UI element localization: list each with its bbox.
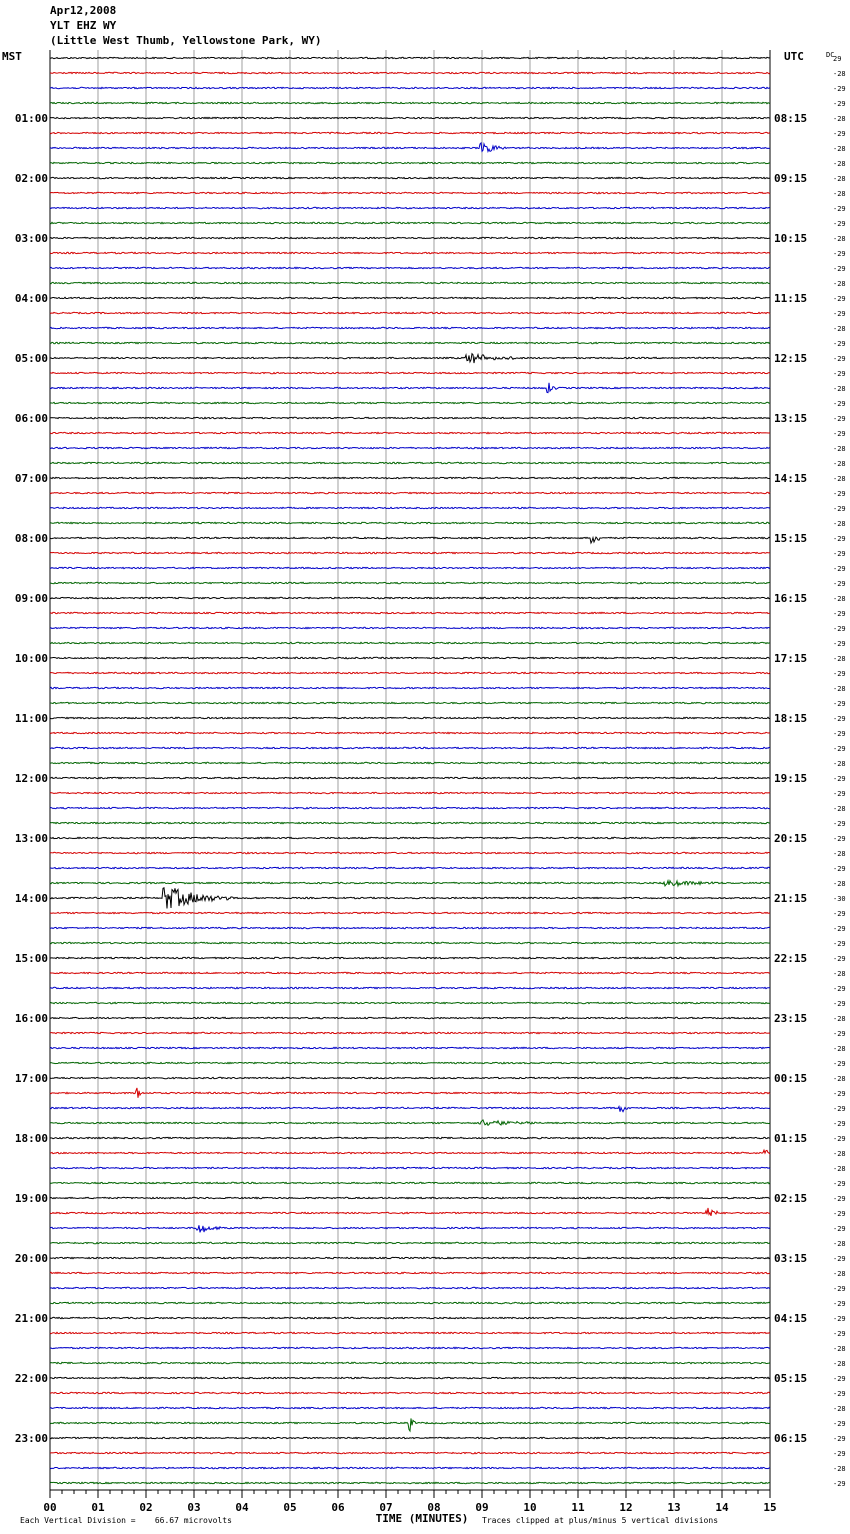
seismogram-trace bbox=[50, 447, 770, 448]
dc-offset-label: -29 bbox=[833, 295, 846, 303]
seismogram-trace bbox=[50, 417, 770, 418]
left-hour-label: 23:00 bbox=[14, 1432, 48, 1445]
dc-offset-label: -29 bbox=[833, 1420, 846, 1428]
seismogram-trace bbox=[50, 1302, 770, 1303]
seismogram-trace bbox=[50, 1377, 770, 1378]
left-hour-label: 08:00 bbox=[14, 532, 48, 545]
seismogram-trace bbox=[50, 1287, 770, 1288]
station-code: YLT EHZ WY bbox=[50, 19, 117, 32]
dc-offset-label: -28 bbox=[833, 175, 846, 183]
dc-offset-label: -28 bbox=[833, 325, 846, 333]
dc-offset-label: -29 bbox=[833, 310, 846, 318]
dc-offset-label: -28 bbox=[833, 1465, 846, 1473]
dc-offset-label: -29 bbox=[833, 1180, 846, 1188]
dc-offset-label: -29 bbox=[833, 565, 846, 573]
dc-offset-label: -29 bbox=[833, 790, 846, 798]
seismogram-trace bbox=[50, 1225, 770, 1232]
dc-offset-label: -29 bbox=[833, 820, 846, 828]
left-hour-label: 17:00 bbox=[14, 1072, 48, 1085]
dc-offset-label: -29 bbox=[833, 580, 846, 588]
dc-offset-label: -28 bbox=[833, 1360, 846, 1368]
right-hour-label: 09:15 bbox=[774, 172, 808, 185]
seismogram-trace bbox=[50, 507, 770, 508]
record-date: Apr12,2008 bbox=[50, 4, 117, 17]
dc-offset-label: -29 bbox=[833, 610, 846, 618]
seismogram-trace bbox=[50, 383, 770, 393]
vertical-division-note: Each Vertical Division = 66.67 microvolts bbox=[20, 1516, 232, 1525]
dc-offset-label: -29 bbox=[833, 415, 846, 423]
dc-offset-label: -29 bbox=[833, 550, 846, 558]
dc-offset-label: -28 bbox=[833, 805, 846, 813]
left-hour-label: 16:00 bbox=[14, 1012, 48, 1025]
dc-offset-label: -28 bbox=[833, 1345, 846, 1353]
left-hour-label: 13:00 bbox=[14, 832, 48, 845]
seismogram-trace bbox=[50, 222, 770, 223]
seismogram-trace bbox=[50, 537, 770, 543]
dc-corner-label: DC bbox=[826, 51, 835, 59]
seismogram-trace bbox=[50, 432, 770, 433]
x-tick-label: 14 bbox=[715, 1501, 729, 1514]
seismogram-trace bbox=[50, 342, 770, 343]
seismogram-trace bbox=[50, 837, 770, 838]
seismogram-trace bbox=[50, 477, 770, 478]
seismogram-trace bbox=[50, 1137, 770, 1138]
seismogram-trace bbox=[50, 1150, 770, 1154]
seismogram-trace bbox=[50, 237, 770, 238]
dc-offset-label: -28 bbox=[833, 655, 846, 663]
seismogram-trace bbox=[50, 117, 770, 118]
right-hour-label: 08:15 bbox=[774, 112, 808, 125]
x-tick-label: 00 bbox=[43, 1501, 57, 1514]
seismogram-trace bbox=[50, 1167, 770, 1168]
dc-offset-label: -29 bbox=[833, 925, 846, 933]
seismogram-trace bbox=[50, 672, 770, 673]
seismogram-trace bbox=[50, 987, 770, 988]
seismogram-trace bbox=[50, 927, 770, 928]
seismogram-trace bbox=[50, 1002, 770, 1003]
left-hour-label: 22:00 bbox=[14, 1372, 48, 1385]
dc-offset-label: -29 bbox=[833, 715, 846, 723]
dc-offset-label: -29 bbox=[833, 1105, 846, 1113]
dc-offset-label: -28 bbox=[833, 1405, 846, 1413]
seismogram-trace bbox=[50, 888, 770, 909]
seismogram-trace bbox=[50, 881, 770, 886]
dc-offset-label: -29 bbox=[833, 1030, 846, 1038]
dc-offset-label: -29 bbox=[833, 1375, 846, 1383]
seismogram-trace bbox=[50, 252, 770, 253]
dc-offset-label: -28 bbox=[833, 1150, 846, 1158]
dc-offset-label: -29 bbox=[833, 835, 846, 843]
right-hour-label: 04:15 bbox=[774, 1312, 808, 1325]
left-hour-label: 02:00 bbox=[14, 172, 48, 185]
seismogram-trace bbox=[50, 687, 770, 688]
x-tick-label: 03 bbox=[187, 1501, 201, 1514]
dc-offset-label: -28 bbox=[833, 850, 846, 858]
seismogram-trace bbox=[50, 522, 770, 523]
x-tick-label: 04 bbox=[235, 1501, 249, 1514]
seismogram-trace bbox=[50, 957, 770, 958]
left-hour-label: 09:00 bbox=[14, 592, 48, 605]
seismogram-trace bbox=[50, 1242, 770, 1243]
right-hour-label: 23:15 bbox=[774, 1012, 808, 1025]
x-tick-label: 01 bbox=[91, 1501, 105, 1514]
dc-offset-label: -29 bbox=[833, 865, 846, 873]
x-tick-label: 08 bbox=[427, 1501, 441, 1514]
seismogram-trace bbox=[50, 1437, 770, 1438]
right-hour-label: 02:15 bbox=[774, 1192, 808, 1205]
left-hour-label: 19:00 bbox=[14, 1192, 48, 1205]
dc-offset-label: -29 bbox=[833, 535, 846, 543]
dc-offset-label: -29 bbox=[833, 85, 846, 93]
dc-offset-label: -28 bbox=[833, 1240, 846, 1248]
dc-offset-label: -29 bbox=[833, 1225, 846, 1233]
seismogram-trace bbox=[50, 462, 770, 463]
seismogram-trace bbox=[50, 627, 770, 628]
seismogram-trace bbox=[50, 822, 770, 823]
dc-offset-label: -29 bbox=[833, 130, 846, 138]
seismogram-trace bbox=[50, 372, 770, 373]
seismogram-trace bbox=[50, 702, 770, 703]
dc-offset-label: -29 bbox=[833, 730, 846, 738]
seismogram-trace bbox=[50, 1017, 770, 1018]
left-hour-label: 06:00 bbox=[14, 412, 48, 425]
right-timezone-label: UTC bbox=[784, 50, 804, 63]
right-hour-label: 22:15 bbox=[774, 952, 808, 965]
dc-offset-label: -28 bbox=[833, 1075, 846, 1083]
dc-offset-label: -29 bbox=[833, 1330, 846, 1338]
seismogram-trace bbox=[50, 57, 770, 58]
dc-offset-label: -29 bbox=[833, 265, 846, 273]
dc-offset-label: -29 bbox=[833, 985, 846, 993]
left-hour-label: 11:00 bbox=[14, 712, 48, 725]
seismogram-trace bbox=[50, 1482, 770, 1483]
dc-offset-label: -28 bbox=[833, 475, 846, 483]
left-timezone-label: MST bbox=[2, 50, 22, 63]
seismogram-trace bbox=[50, 852, 770, 853]
seismogram-trace bbox=[50, 1257, 770, 1258]
seismogram-trace bbox=[50, 1347, 770, 1348]
dc-offset-label: -29 bbox=[833, 1255, 846, 1263]
x-tick-label: 13 bbox=[667, 1501, 681, 1514]
x-tick-label: 02 bbox=[139, 1501, 153, 1514]
right-hour-label: 17:15 bbox=[774, 652, 808, 665]
dc-offset-label: -28 bbox=[833, 280, 846, 288]
dc-offset-label: -30 bbox=[833, 895, 846, 903]
seismogram-trace bbox=[50, 792, 770, 793]
dc-offset-label: -29 bbox=[833, 940, 846, 948]
dc-offset-label: -28 bbox=[833, 190, 846, 198]
dc-offset-label: -28 bbox=[833, 970, 846, 978]
dc-offset-label: -29 bbox=[833, 1210, 846, 1218]
dc-offset-label: -28 bbox=[833, 385, 846, 393]
right-hour-label: 00:15 bbox=[774, 1072, 808, 1085]
dc-offset-label: -28 bbox=[833, 760, 846, 768]
x-tick-label: 07 bbox=[379, 1501, 393, 1514]
left-hour-label: 07:00 bbox=[14, 472, 48, 485]
x-tick-label: 09 bbox=[475, 1501, 489, 1514]
seismogram-trace bbox=[50, 567, 770, 568]
left-hour-label: 12:00 bbox=[14, 772, 48, 785]
left-hour-label: 14:00 bbox=[14, 892, 48, 905]
right-hour-label: 12:15 bbox=[774, 352, 808, 365]
right-hour-label: 13:15 bbox=[774, 412, 808, 425]
dc-offset-label: -29 bbox=[833, 640, 846, 648]
left-hour-label: 03:00 bbox=[14, 232, 48, 245]
seismogram-trace bbox=[50, 1208, 770, 1216]
dc-offset-label: -29 bbox=[833, 1300, 846, 1308]
right-hour-label: 15:15 bbox=[774, 532, 808, 545]
left-hour-label: 10:00 bbox=[14, 652, 48, 665]
right-hour-label: 06:15 bbox=[774, 1432, 808, 1445]
dc-offset-label: -29 bbox=[833, 775, 846, 783]
seismogram-trace bbox=[50, 207, 770, 208]
dc-offset-label: -28 bbox=[833, 70, 846, 78]
seismogram-trace bbox=[50, 1032, 770, 1033]
dc-offset-label: -29 bbox=[833, 700, 846, 708]
dc-offset-label: -29 bbox=[833, 670, 846, 678]
dc-offset-label: 29 bbox=[833, 55, 842, 63]
seismogram-trace bbox=[50, 143, 770, 151]
dc-offset-label: -29 bbox=[833, 1060, 846, 1068]
dc-offset-label: -28 bbox=[833, 520, 846, 528]
dc-offset-label: -28 bbox=[833, 145, 846, 153]
seismogram-trace bbox=[50, 1088, 770, 1098]
left-hour-label: 04:00 bbox=[14, 292, 48, 305]
seismogram-trace bbox=[50, 912, 770, 913]
right-hour-label: 10:15 bbox=[774, 232, 808, 245]
left-hour-label: 20:00 bbox=[14, 1252, 48, 1265]
seismogram-trace bbox=[50, 942, 770, 943]
right-hour-label: 21:15 bbox=[774, 892, 808, 905]
dc-offset-label: -29 bbox=[833, 1285, 846, 1293]
seismogram-trace bbox=[50, 1197, 770, 1198]
left-hour-label: 21:00 bbox=[14, 1312, 48, 1325]
seismogram-trace bbox=[50, 87, 770, 88]
clipping-note: Traces clipped at plus/minus 5 vertical divisions bbox=[482, 1516, 719, 1525]
seismogram-trace bbox=[50, 177, 770, 178]
dc-offset-label: -29 bbox=[833, 370, 846, 378]
dc-offset-label: -29 bbox=[833, 1480, 846, 1488]
x-tick-label: 11 bbox=[571, 1501, 585, 1514]
x-axis-title: TIME (MINUTES) bbox=[375, 1512, 469, 1525]
seismogram-trace bbox=[50, 1317, 770, 1318]
dc-offset-label: -28 bbox=[833, 115, 846, 123]
right-hour-label: 14:15 bbox=[774, 472, 808, 485]
seismogram-trace bbox=[50, 312, 770, 313]
dc-offset-label: -29 bbox=[833, 355, 846, 363]
seismogram-trace bbox=[50, 807, 770, 808]
dc-offset-label: -29 bbox=[833, 205, 846, 213]
seismogram-trace bbox=[50, 492, 770, 493]
dc-offset-label: -28 bbox=[833, 460, 846, 468]
dc-offset-label: -29 bbox=[833, 490, 846, 498]
seismogram-trace bbox=[50, 102, 770, 103]
seismogram-trace bbox=[50, 1418, 770, 1431]
dc-offset-label: -28 bbox=[833, 235, 846, 243]
seismogram-trace bbox=[50, 597, 770, 598]
seismogram-trace bbox=[50, 1407, 770, 1408]
dc-offset-label: -28 bbox=[833, 595, 846, 603]
seismogram-trace bbox=[50, 1362, 770, 1363]
seismogram-trace bbox=[50, 1182, 770, 1183]
seismogram-trace bbox=[50, 747, 770, 748]
seismogram-trace bbox=[50, 282, 770, 283]
dc-offset-label: -28 bbox=[833, 1015, 846, 1023]
dc-offset-label: -29 bbox=[833, 220, 846, 228]
x-tick-label: 10 bbox=[523, 1501, 537, 1514]
seismogram-trace bbox=[50, 1392, 770, 1393]
right-hour-label: 03:15 bbox=[774, 1252, 808, 1265]
right-hour-label: 01:15 bbox=[774, 1132, 808, 1145]
dc-offset-label: -28 bbox=[833, 1165, 846, 1173]
seismogram-trace bbox=[50, 162, 770, 163]
seismogram-trace bbox=[50, 1107, 770, 1112]
dc-offset-label: -28 bbox=[833, 1270, 846, 1278]
dc-offset-label: -28 bbox=[833, 1045, 846, 1053]
right-hour-label: 05:15 bbox=[774, 1372, 808, 1385]
seismogram-trace bbox=[50, 1467, 770, 1468]
seismogram-trace bbox=[50, 717, 770, 718]
seismogram-trace bbox=[50, 192, 770, 193]
seismogram-trace bbox=[50, 612, 770, 613]
right-hour-label: 20:15 bbox=[774, 832, 808, 845]
left-hour-label: 05:00 bbox=[14, 352, 48, 365]
right-hour-label: 11:15 bbox=[774, 292, 808, 305]
dc-offset-label: -29 bbox=[833, 100, 846, 108]
dc-offset-label: -29 bbox=[833, 1390, 846, 1398]
seismogram-trace bbox=[50, 297, 770, 298]
dc-offset-label: -28 bbox=[833, 160, 846, 168]
dc-offset-label: -29 bbox=[833, 1000, 846, 1008]
seismogram-trace bbox=[50, 354, 770, 363]
left-hour-label: 18:00 bbox=[14, 1132, 48, 1145]
seismogram-trace bbox=[50, 972, 770, 973]
seismogram-trace bbox=[50, 1062, 770, 1063]
seismogram-trace bbox=[50, 867, 770, 868]
dc-offset-label: -29 bbox=[833, 1435, 846, 1443]
seismogram-trace bbox=[50, 642, 770, 643]
seismogram-trace bbox=[50, 1120, 770, 1125]
dc-offset-label: -29 bbox=[833, 625, 846, 633]
dc-offset-label: -29 bbox=[833, 1135, 846, 1143]
right-hour-label: 16:15 bbox=[774, 592, 808, 605]
seismogram-trace bbox=[50, 327, 770, 328]
x-tick-label: 12 bbox=[619, 1501, 633, 1514]
dc-offset-label: -29 bbox=[833, 1120, 846, 1128]
seismogram-trace bbox=[50, 582, 770, 583]
seismogram-trace bbox=[50, 1047, 770, 1048]
left-hour-label: 01:00 bbox=[14, 112, 48, 125]
seismogram-trace bbox=[50, 762, 770, 763]
seismogram-trace bbox=[50, 267, 770, 268]
left-hour-label: 15:00 bbox=[14, 952, 48, 965]
seismogram-trace bbox=[50, 1272, 770, 1273]
seismogram-trace bbox=[50, 732, 770, 733]
right-hour-label: 18:15 bbox=[774, 712, 808, 725]
seismogram-trace bbox=[50, 777, 770, 778]
dc-offset-label: -29 bbox=[833, 745, 846, 753]
seismogram-trace bbox=[50, 1077, 770, 1078]
dc-offset-label: -29 bbox=[833, 505, 846, 513]
seismogram-trace bbox=[50, 1332, 770, 1333]
seismogram-trace bbox=[50, 402, 770, 403]
x-tick-label: 06 bbox=[331, 1501, 345, 1514]
dc-offset-label: -29 bbox=[833, 250, 846, 258]
right-hour-label: 19:15 bbox=[774, 772, 808, 785]
x-tick-label: 15 bbox=[763, 1501, 777, 1514]
dc-offset-label: -28 bbox=[833, 445, 846, 453]
dc-offset-label: -28 bbox=[833, 880, 846, 888]
station-location: (Little West Thumb, Yellowstone Park, WY) bbox=[50, 34, 322, 47]
dc-offset-label: -29 bbox=[833, 910, 846, 918]
seismogram-trace bbox=[50, 1452, 770, 1453]
dc-offset-label: -29 bbox=[833, 1090, 846, 1098]
dc-offset-label: -29 bbox=[833, 340, 846, 348]
dc-offset-label: -29 bbox=[833, 1450, 846, 1458]
seismogram-trace bbox=[50, 132, 770, 133]
dc-offset-label: -29 bbox=[833, 1195, 846, 1203]
x-tick-label: 05 bbox=[283, 1501, 297, 1514]
seismogram-trace bbox=[50, 657, 770, 658]
dc-offset-label: -29 bbox=[833, 1315, 846, 1323]
dc-offset-label: -29 bbox=[833, 430, 846, 438]
dc-offset-label: -29 bbox=[833, 955, 846, 963]
dc-offset-label: -29 bbox=[833, 400, 846, 408]
dc-offset-label: -28 bbox=[833, 685, 846, 693]
seismogram-trace bbox=[50, 72, 770, 73]
seismogram-trace bbox=[50, 552, 770, 553]
